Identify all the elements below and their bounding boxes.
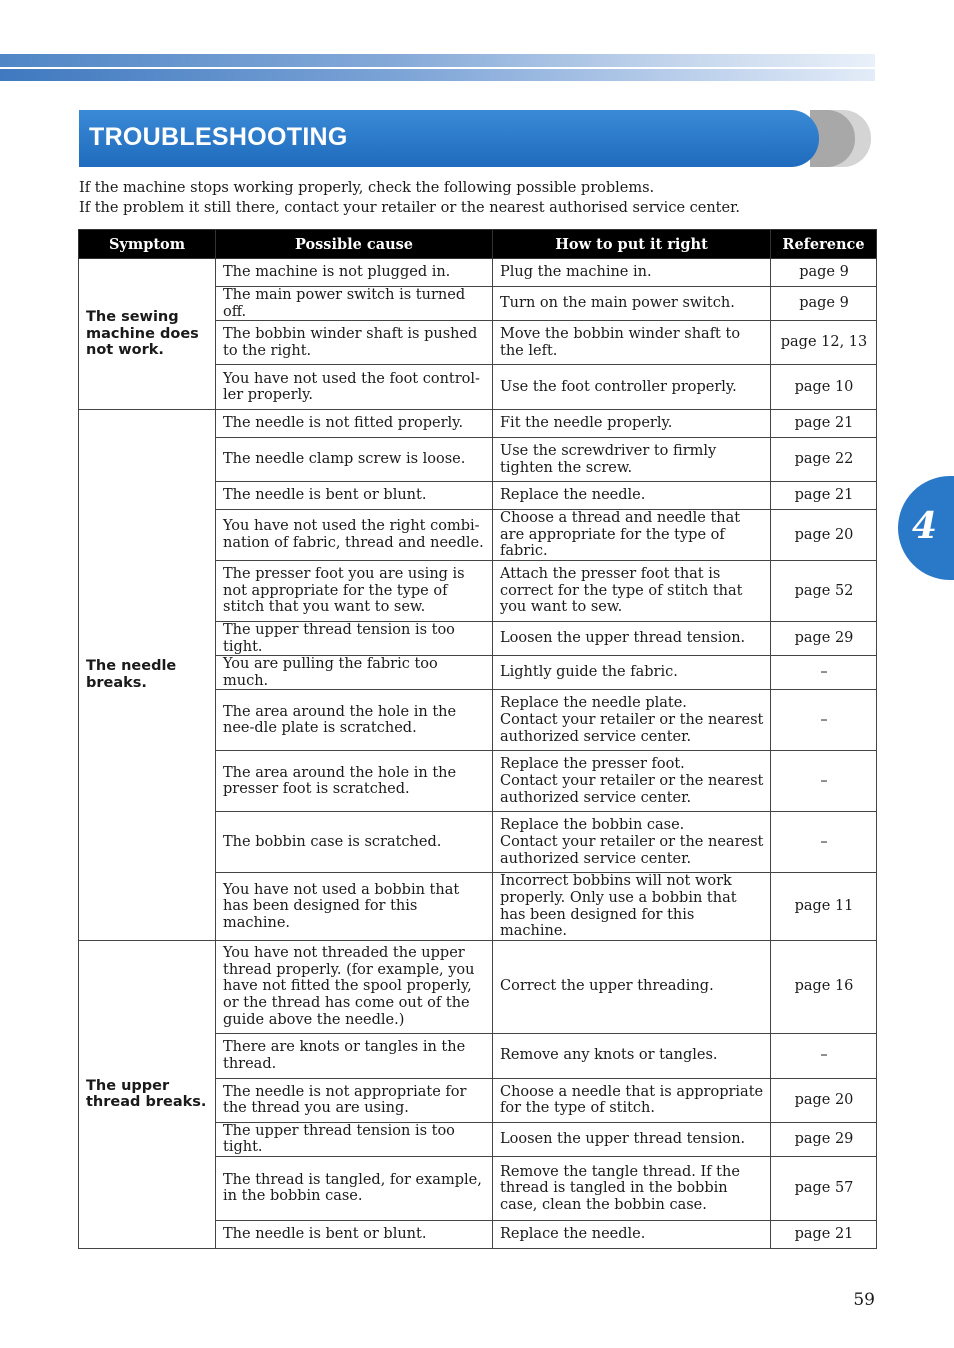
cause-cell: You are pulling the fabric too much. xyxy=(216,656,493,690)
header-possible-cause: Possible cause xyxy=(216,230,493,259)
fix-cell: Replace the needle. xyxy=(493,482,771,510)
fix-cell: Use the screwdriver to firmly tighten the screw. xyxy=(493,438,771,482)
fix-cell: Choose a thread and needle that are appropriate for the type of fabric. xyxy=(493,510,771,561)
header-band-top xyxy=(0,54,875,67)
cause-cell: You have not used a bobbin that has been designed for this machine. xyxy=(216,873,493,940)
reference-cell: page 10 xyxy=(771,365,877,410)
cause-cell: The area around the hole in the presser foot is scratched. xyxy=(216,751,493,812)
reference-cell: page 21 xyxy=(771,410,877,438)
fix-cell: Turn on the main power switch. xyxy=(493,287,771,321)
reference-cell: page 21 xyxy=(771,1220,877,1248)
cause-cell: You have not used the foot control-ler properly. xyxy=(216,365,493,410)
reference-cell: page 11 xyxy=(771,873,877,940)
intro-text xyxy=(79,178,740,218)
header-reference: Reference xyxy=(771,230,877,259)
header-band-bottom xyxy=(0,69,875,81)
cause-cell: The thread is tangled, for example, in the bobbin case. xyxy=(216,1156,493,1220)
cause-cell: The bobbin case is scratched. xyxy=(216,812,493,873)
cause-cell: The needle clamp screw is loose. xyxy=(216,438,493,482)
reference-cell: page 9 xyxy=(771,287,877,321)
page-title: TROUBLESHOOTING xyxy=(89,123,348,151)
cause-cell: The bobbin winder shaft is pushed to the right. xyxy=(216,321,493,365)
cause-cell: The presser foot you are using is not appropriate for the type of stitch that you want to sew. xyxy=(216,560,493,621)
title-bar xyxy=(79,110,819,167)
cause-cell: The main power switch is turned off. xyxy=(216,287,493,321)
fix-cell: Replace the presser foot. Contact your retailer or the nearest authorized service center. xyxy=(493,751,771,812)
cause-cell: There are knots or tangles in the thread. xyxy=(216,1033,493,1078)
fix-cell: Remove any knots or tangles. xyxy=(493,1033,771,1078)
reference-cell: – xyxy=(771,751,877,812)
cause-cell: The needle is bent or blunt. xyxy=(216,1220,493,1248)
fix-cell: Use the foot controller properly. xyxy=(493,365,771,410)
reference-cell: page 12, 13 xyxy=(771,321,877,365)
fix-cell: Loosen the upper thread tension. xyxy=(493,1122,771,1156)
cause-cell: The upper thread tension is too tight. xyxy=(216,621,493,655)
table-row xyxy=(79,940,877,1033)
reference-cell: – xyxy=(771,1033,877,1078)
page-number: 59 xyxy=(853,1290,875,1310)
table-body xyxy=(79,259,877,1249)
fix-cell: Replace the needle. xyxy=(493,1220,771,1248)
cause-cell: You have not used the right combi-nation of fabric, thread and needle. xyxy=(216,510,493,561)
reference-cell: page 57 xyxy=(771,1156,877,1220)
reference-cell: – xyxy=(771,656,877,690)
cause-cell: The upper thread tension is too tight. xyxy=(216,1122,493,1156)
symptom-cell: The needle breaks. xyxy=(79,410,216,941)
reference-cell: page 52 xyxy=(771,560,877,621)
fix-cell: Loosen the upper thread tension. xyxy=(493,621,771,655)
fix-cell: Remove the tangle thread. If the thread is tangled in the bobbin case, clean the bobbin case. xyxy=(493,1156,771,1220)
table-row xyxy=(79,259,877,287)
symptom-cell: The upper thread breaks. xyxy=(79,940,216,1248)
fix-cell: Replace the needle plate. Contact your retailer or the nearest authorized service center. xyxy=(493,690,771,751)
reference-cell: – xyxy=(771,690,877,751)
cause-cell: You have not threaded the upper thread properly. (for example, you have not fitted the spool properly, or the thread has come out of the guide above the needle.) xyxy=(216,940,493,1033)
fix-cell: Incorrect bobbins will not work properly. Only use a bobbin that has been designed for this machine. xyxy=(493,873,771,940)
cause-cell: The machine is not plugged in. xyxy=(216,259,493,287)
table-header-row xyxy=(79,230,877,259)
reference-cell: page 9 xyxy=(771,259,877,287)
troubleshooting-table xyxy=(78,229,877,1249)
cause-cell: The needle is not fitted properly. xyxy=(216,410,493,438)
header-symptom: Symptom xyxy=(79,230,216,259)
fix-cell: Correct the upper threading. xyxy=(493,940,771,1033)
reference-cell: page 16 xyxy=(771,940,877,1033)
reference-cell: page 21 xyxy=(771,482,877,510)
intro-line-2: If the problem it still there, contact your retailer or the nearest authorised service center. xyxy=(79,200,741,216)
reference-cell: – xyxy=(771,812,877,873)
intro-line-1: If the machine stops working properly, check the following possible problems. xyxy=(79,180,655,196)
cause-cell: The needle is bent or blunt. xyxy=(216,482,493,510)
fix-cell: Replace the bobbin case. Contact your retailer or the nearest authorized service center. xyxy=(493,812,771,873)
fix-cell: Fit the needle properly. xyxy=(493,410,771,438)
fix-cell: Move the bobbin winder shaft to the left. xyxy=(493,321,771,365)
reference-cell: page 29 xyxy=(771,621,877,655)
reference-cell: page 20 xyxy=(771,1078,877,1122)
reference-cell: page 22 xyxy=(771,438,877,482)
cause-cell: The needle is not appropriate for the thread you are using. xyxy=(216,1078,493,1122)
chapter-number: 4 xyxy=(912,505,938,547)
header-how-to-fix: How to put it right xyxy=(493,230,771,259)
table-row xyxy=(79,410,877,438)
symptom-cell: The sewing machine does not work. xyxy=(79,259,216,410)
reference-cell: page 20 xyxy=(771,510,877,561)
reference-cell: page 29 xyxy=(771,1122,877,1156)
fix-cell: Lightly guide the fabric. xyxy=(493,656,771,690)
fix-cell: Attach the presser foot that is correct for the type of stitch that you want to sew. xyxy=(493,560,771,621)
fix-cell: Choose a needle that is appropriate for the type of stitch. xyxy=(493,1078,771,1122)
cause-cell: The area around the hole in the nee-dle plate is scratched. xyxy=(216,690,493,751)
fix-cell: Plug the machine in. xyxy=(493,259,771,287)
